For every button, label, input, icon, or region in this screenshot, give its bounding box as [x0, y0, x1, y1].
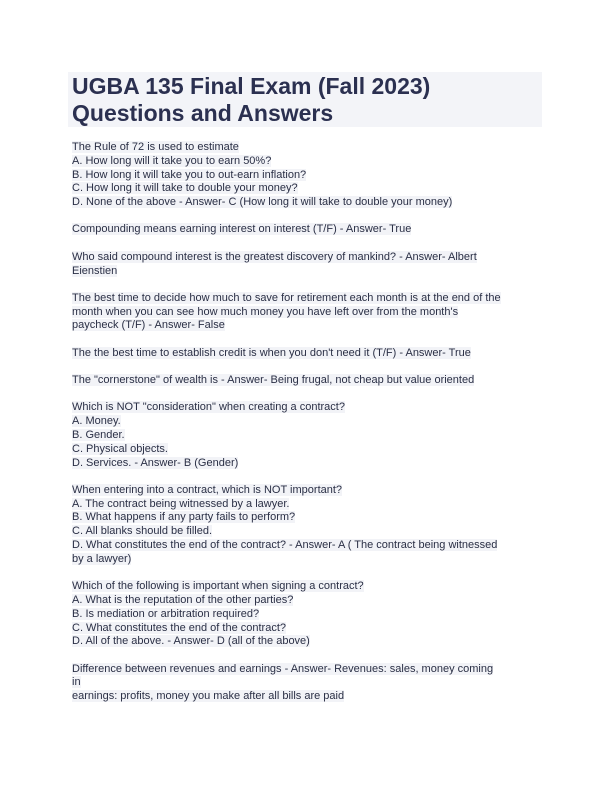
text-line [72, 498, 544, 512]
text-line-content: D. What constitutes the end of the contract? - Answer- A ( The contract being witnessed [72, 539, 498, 552]
text-line-content: D. None of the above - Answer- C (How long it will take to double your money) [72, 196, 453, 209]
text-line [72, 443, 544, 457]
text-line-content: Eienstien [72, 264, 118, 277]
text-line [72, 622, 544, 636]
qa-paragraph [72, 251, 544, 279]
text-line-content: B. How long it will take you to out-earn inflation? [72, 168, 307, 181]
text-line [72, 319, 544, 333]
qa-paragraph [72, 663, 544, 704]
text-line-content: C. What constitutes the end of the contract? [72, 621, 287, 634]
text-line-content: The "cornerstone" of wealth is - Answer- Being frugal, not cheap but value oriented [72, 374, 475, 387]
text-line-content: C. Physical objects. [72, 442, 168, 455]
text-line [72, 608, 544, 622]
qa-paragraph [72, 347, 544, 361]
text-line-content: C. All blanks should be filled. [72, 525, 213, 538]
qa-paragraph [72, 580, 544, 649]
document-body [72, 141, 544, 718]
title-line-1: UGBA 135 Final Exam (Fall 2023) [72, 73, 431, 99]
text-line-content: A. What is the reputation of the other parties? [72, 593, 294, 606]
text-line-content: A. Money. [72, 415, 121, 428]
text-line-content: Who said compound interest is the greatest discovery of mankind? - Answer- Albert [72, 250, 477, 263]
text-line-content: Difference between revenues and earnings - Answer- Revenues: sales, money coming [72, 662, 494, 675]
text-line [72, 457, 544, 471]
text-line-content: The Rule of 72 is used to estimate [72, 141, 239, 153]
text-line [72, 141, 544, 155]
text-line-content: B. Gender. [72, 428, 125, 441]
text-line-content: paycheck (T/F) - Answer- False [72, 319, 225, 332]
text-line-content: by a lawyer) [72, 552, 132, 565]
text-line-content: Compounding means earning interest on interest (T/F) - Answer- True [72, 223, 412, 236]
text-line [72, 196, 544, 210]
text-line [72, 265, 544, 279]
text-line [72, 182, 544, 196]
text-line-content: C. How long it will take to double your money? [72, 182, 298, 195]
text-line [72, 251, 544, 265]
text-line-content: month when you can see how much money you have left over from the month's [72, 305, 459, 318]
qa-paragraph [72, 223, 544, 237]
text-line [72, 306, 544, 320]
text-line [72, 553, 544, 567]
text-line [72, 511, 544, 525]
qa-paragraph [72, 374, 544, 388]
text-line-content: B. Is mediation or arbitration required? [72, 607, 260, 620]
qa-paragraph [72, 484, 544, 567]
text-line-content: D. Services. - Answer- B (Gender) [72, 456, 239, 469]
text-line-content: A. How long will it take you to earn 50%? [72, 154, 272, 167]
text-line [72, 580, 544, 594]
text-line [72, 169, 544, 183]
text-line [72, 347, 544, 361]
text-line [72, 223, 544, 237]
text-line [72, 539, 544, 553]
text-line [72, 374, 544, 388]
text-line [72, 525, 544, 539]
qa-paragraph [72, 292, 544, 333]
text-line [72, 401, 544, 415]
text-line-content: When entering into a contract, which is NOT important? [72, 483, 343, 496]
text-line-content: The best time to decide how much to save for retirement each month is at the end of the [72, 291, 501, 304]
text-line [72, 415, 544, 429]
text-line [72, 635, 544, 649]
text-line [72, 484, 544, 498]
text-line [72, 663, 544, 677]
text-line-content: B. What happens if any party fails to perform? [72, 511, 296, 524]
text-line [72, 676, 544, 690]
text-line-content: Which of the following is important when signing a contract? [72, 580, 364, 593]
text-line-content: A. The contract being witnessed by a lawyer. [72, 497, 290, 510]
text-line [72, 690, 544, 704]
text-line [72, 155, 544, 169]
title-line-2: Questions and Answers [72, 100, 334, 126]
text-line-content: in [72, 676, 81, 689]
text-line [72, 594, 544, 608]
text-line [72, 292, 544, 306]
text-line [72, 429, 544, 443]
qa-paragraph [72, 401, 544, 470]
text-line-content: Which is NOT "consideration" when creating a contract? [72, 401, 345, 414]
text-line-content: earnings: profits, money you make after all bills are paid [72, 690, 345, 703]
document-title [68, 72, 542, 127]
text-line-content: The the best time to establish credit is when you don't need it (T/F) - Answer- True [72, 346, 471, 359]
qa-paragraph [72, 141, 544, 210]
text-line-content: D. All of the above. - Answer- D (all of the above) [72, 635, 310, 648]
